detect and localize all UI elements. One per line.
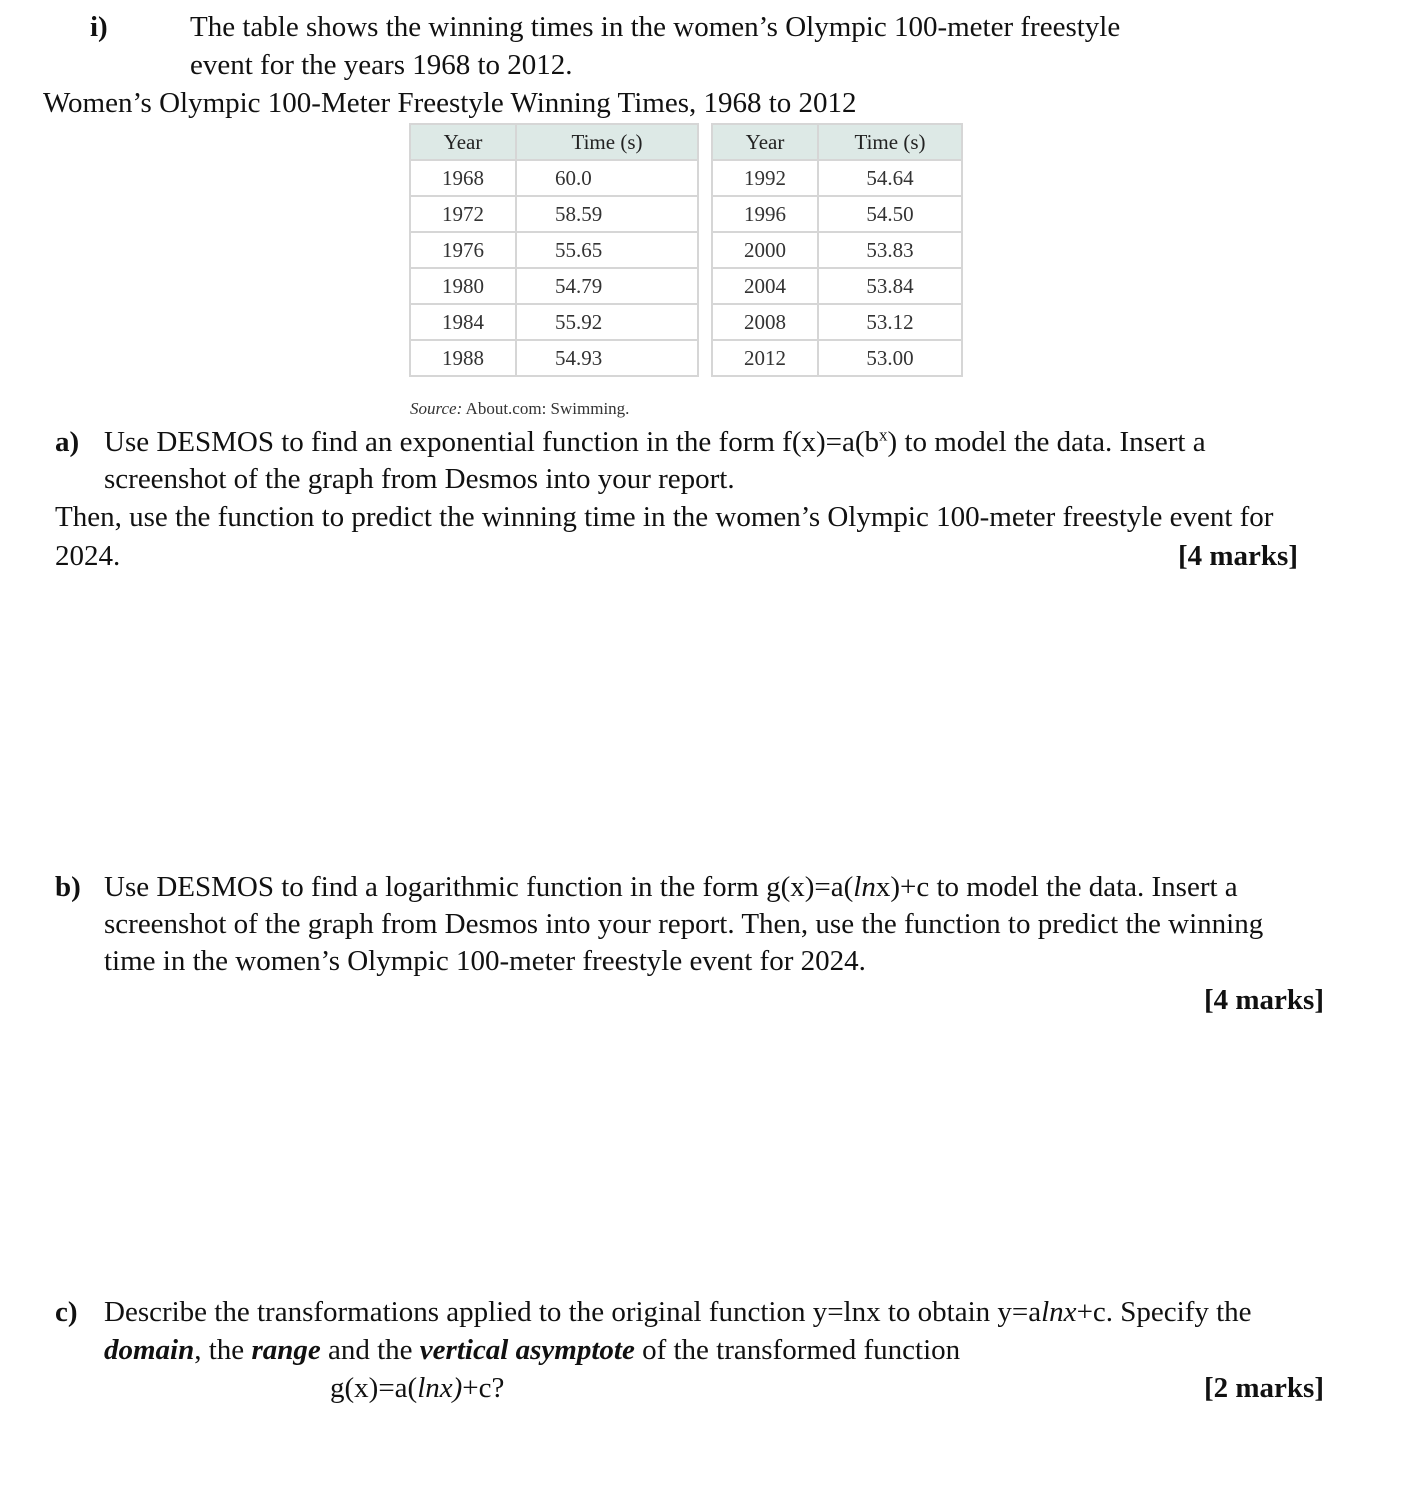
part-c-label: c) (55, 1296, 78, 1328)
cell-time: 54.79 (516, 268, 698, 304)
part-b-line-2: screenshot of the graph from Desmos into your report. Then, use the function to predict the winning (104, 908, 1264, 940)
part-a-marks: [4 marks] (1177, 540, 1298, 572)
cell-time: 60.0 (516, 160, 698, 196)
source-text: About.com: Swimming. (462, 399, 630, 418)
formula-pre: g(x)=a( (330, 1372, 418, 1404)
part-a-label: a) (55, 426, 80, 458)
cell-time: 53.00 (818, 340, 962, 376)
intro-line-2: event for the years 1968 to 2012. (190, 49, 573, 81)
part-c-text-2: and the (320, 1334, 420, 1366)
part-a-line-1-post: ) to model the data. Insert a (887, 426, 1206, 458)
source-label: Source: (410, 399, 463, 418)
table-row (712, 340, 962, 376)
part-a-line-4: 2024. (55, 540, 121, 572)
times-table-left (409, 123, 699, 377)
formula-post: +c? (462, 1372, 505, 1404)
table-row (410, 232, 698, 268)
part-c-line-1-post: +c. Specify the (1076, 1296, 1252, 1328)
cell-year: 1976 (410, 232, 516, 268)
table-row (712, 196, 962, 232)
cell-time: 54.93 (516, 340, 698, 376)
cell-time: 55.92 (516, 304, 698, 340)
part-b-line-1-pre: Use DESMOS to find a logarithmic function in the form g(x)=a( (104, 871, 854, 903)
table-row (712, 232, 962, 268)
cell-time: 55.65 (516, 232, 698, 268)
asymptote-term: vertical asymptote (419, 1334, 635, 1366)
table-row (410, 268, 698, 304)
header-year: Year (410, 124, 516, 160)
cell-year: 2000 (712, 232, 818, 268)
cell-time: 58.59 (516, 196, 698, 232)
part-c-text-1: , the (194, 1334, 252, 1366)
table-row (410, 196, 698, 232)
table-row (712, 160, 962, 196)
part-a-line-1-pre: Use DESMOS to find an exponential function in the form f(x)=a(b (104, 426, 880, 458)
cell-time: 54.50 (818, 196, 962, 232)
header-year: Year (712, 124, 818, 160)
part-c-text-3: of the transformed function (634, 1334, 961, 1366)
domain-term: domain (104, 1334, 195, 1366)
table-row (712, 304, 962, 340)
cell-time: 53.84 (818, 268, 962, 304)
intro-line-1: The table shows the winning times in the women’s Olympic 100-meter freestyle (190, 11, 1121, 43)
part-b-line-1-post: x)+c to model the data. Insert a (875, 871, 1238, 903)
cell-year: 1996 (712, 196, 818, 232)
cell-time: 53.12 (818, 304, 962, 340)
cell-year: 1992 (712, 160, 818, 196)
cell-year: 2012 (712, 340, 818, 376)
cell-year: 1984 (410, 304, 516, 340)
part-c-marks: [2 marks] (1203, 1372, 1324, 1404)
part-c-lnx: lnx (1041, 1296, 1077, 1328)
formula-lnx: lnx) (417, 1372, 463, 1404)
part-b-line-3: time in the women’s Olympic 100-meter freestyle event for 2024. (104, 945, 866, 977)
cell-time: 54.64 (818, 160, 962, 196)
part-a-line-1 (104, 424, 1206, 461)
part-c-line-1 (104, 1294, 1252, 1331)
table-title: Women’s Olympic 100-Meter Freestyle Winning Times, 1968 to 2012 (43, 87, 857, 119)
part-c-line-2 (104, 1332, 960, 1369)
range-term: range (251, 1334, 321, 1366)
cell-time: 53.83 (818, 232, 962, 268)
table-row (712, 268, 962, 304)
header-time: Time (s) (516, 124, 698, 160)
table-row (410, 304, 698, 340)
cell-year: 2004 (712, 268, 818, 304)
cell-year: 1980 (410, 268, 516, 304)
part-b-label: b) (55, 871, 81, 903)
part-b-ln: ln (853, 871, 876, 903)
cell-year: 1972 (410, 196, 516, 232)
table-source (410, 399, 629, 419)
part-a-line-3: Then, use the function to predict the winning time in the women’s Olympic 100-meter freestyle event for (55, 501, 1274, 533)
table-row (410, 340, 698, 376)
table-row (410, 160, 698, 196)
times-table-right (711, 123, 963, 377)
part-c-line-1-pre: Describe the transformations applied to the original function y=lnx to obtain y=a (104, 1296, 1042, 1328)
part-b-line-1 (104, 869, 1238, 906)
cell-year: 1988 (410, 340, 516, 376)
part-c-formula (330, 1370, 504, 1407)
part-a-exponent: x (879, 425, 888, 445)
part-a-line-2: screenshot of the graph from Desmos into your report. (104, 463, 735, 495)
cell-year: 1968 (410, 160, 516, 196)
question-label: i) (90, 11, 108, 43)
header-time: Time (s) (818, 124, 962, 160)
cell-year: 2008 (712, 304, 818, 340)
part-b-marks: [4 marks] (1203, 984, 1324, 1016)
